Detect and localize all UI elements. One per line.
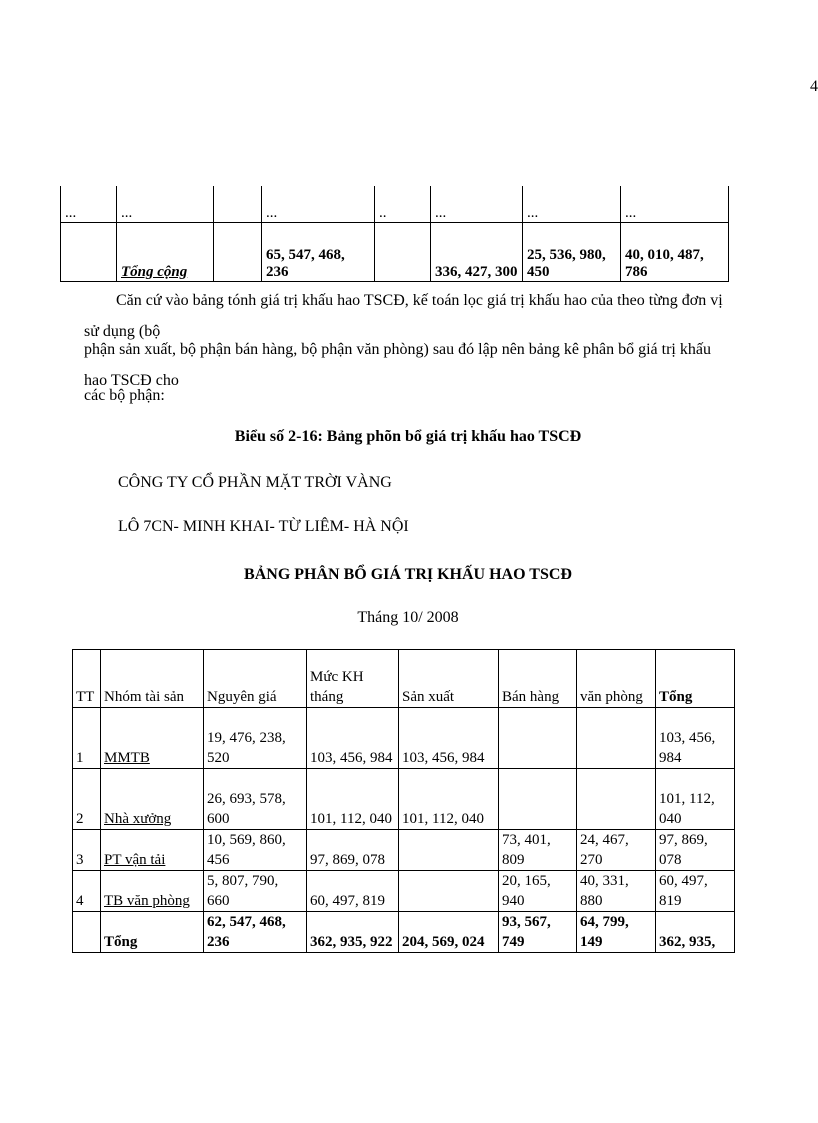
total-row xyxy=(73,912,735,953)
total-col7: 40, 010, 487, 786 xyxy=(621,223,729,282)
cell-group: PT vận tải xyxy=(101,830,204,871)
total-label: Tổng xyxy=(101,912,204,953)
table-cell: ... xyxy=(117,186,214,223)
cell-muc-kh: 101, 112, 040 xyxy=(307,769,399,830)
cell-san-xuat xyxy=(399,871,499,912)
paragraph-line: Căn cứ vào bảng tónh giá trị khấu hao TSCĐ, kế toán lọc giá trị khấu hao của theo từng đơn vị sử dụng (bộ xyxy=(84,292,723,340)
cell-group: TB văn phòng xyxy=(101,871,204,912)
cell-san-xuat xyxy=(399,830,499,871)
cell-tong xyxy=(656,708,735,769)
table-row xyxy=(73,830,735,871)
cell-nguyen-gia: 10, 569, 860, 456 xyxy=(204,830,307,871)
total-label: Tổng cộng xyxy=(121,264,188,280)
total-col6-line2: 450 xyxy=(527,264,550,280)
cell-van-phong xyxy=(577,769,656,830)
depreciation-allocation-table xyxy=(72,649,735,953)
total-row xyxy=(61,223,729,282)
table-title: BẢNG PHÂN BỔ GIÁ TRỊ KHẤU HAO TSCĐ xyxy=(244,566,572,583)
table-header-row xyxy=(73,650,735,708)
cell-group: Nhà xưởng xyxy=(101,769,204,830)
table-row xyxy=(73,708,735,769)
header-muc-kh-line1: Mức KH xyxy=(310,669,364,685)
cell-tong-line1: 103, 456, xyxy=(659,730,716,746)
company-address: LÔ 7CN- MINH KHAI- TỪ LIÊM- HÀ NỘI xyxy=(118,518,409,535)
total-van-phong: 64, 799, 149 xyxy=(577,912,656,953)
cell-ban-hang xyxy=(499,769,577,830)
cell-tong: 97, 869, 078 xyxy=(656,830,735,871)
cell-tt: 2 xyxy=(73,769,101,830)
total-col6 xyxy=(523,223,621,282)
cell-muc-kh: 97, 869, 078 xyxy=(307,830,399,871)
total-tong: 362, 935, xyxy=(656,912,735,953)
cell-ban-hang xyxy=(499,708,577,769)
exhibit-title: Biểu số 2-16: Bảng phõn bổ giá trị khấu hao TSCĐ xyxy=(234,428,582,445)
header-van-phong: văn phòng xyxy=(577,650,656,708)
header-ban-hang: Bán hàng xyxy=(499,650,577,708)
total-san-xuat: 204, 569, 024 xyxy=(399,912,499,953)
table-cell: ... xyxy=(61,186,117,223)
cell-tt: 1 xyxy=(73,708,101,769)
table-cell xyxy=(214,223,262,282)
header-group: Nhóm tài sản xyxy=(101,650,204,708)
cell-tong-line2: 040 xyxy=(659,811,682,827)
table-cell: ... xyxy=(621,186,729,223)
cell-van-phong: 24, 467, 270 xyxy=(577,830,656,871)
cell-tt xyxy=(73,912,101,953)
cell-muc-kh: 60, 497, 819 xyxy=(307,871,399,912)
cell-ban-hang: 20, 165, 940 xyxy=(499,871,577,912)
paragraph-line: các bộ phận: xyxy=(84,387,165,404)
cell-nguyen-gia: 19, 476, 238, 520 xyxy=(204,708,307,769)
table-row xyxy=(61,186,729,223)
cell-tong-line1: 101, 112, xyxy=(659,791,715,807)
cell-tt: 4 xyxy=(73,871,101,912)
total-nguyen-gia: 65, 547, 468, 236 xyxy=(262,223,375,282)
table-cell: .. xyxy=(375,186,431,223)
cell-tong xyxy=(656,769,735,830)
paragraph-line: phận sản xuất, bộ phận bán hàng, bộ phận văn phòng) sau đó lập nên bảng kê phân bổ giá trị khấu hao TSCĐ cho xyxy=(84,341,711,389)
cell-nguyen-gia: 26, 693, 578, 600 xyxy=(204,769,307,830)
table-cell xyxy=(375,223,431,282)
company-name: CÔNG TY CỔ PHẦN MẶT TRỜI VÀNG xyxy=(118,474,392,491)
table-cell: ... xyxy=(262,186,375,223)
cell-van-phong: 40, 331, 880 xyxy=(577,871,656,912)
table-row xyxy=(73,871,735,912)
cell-group: MMTB xyxy=(101,708,204,769)
header-muc-kh-line2: tháng xyxy=(310,689,344,705)
cell-san-xuat: 101, 112, 040 xyxy=(399,769,499,830)
table-cell: ... xyxy=(523,186,621,223)
table-cell xyxy=(214,186,262,223)
header-san-xuat: Sản xuất xyxy=(399,650,499,708)
body-paragraph-end xyxy=(84,380,734,411)
total-nguyen-gia: 62, 547, 468, 236 xyxy=(204,912,307,953)
header-muc-kh xyxy=(307,650,399,708)
table-row xyxy=(73,769,735,830)
cell-ban-hang: 73, 401, 809 xyxy=(499,830,577,871)
total-col6-line1: 25, 536, 980, xyxy=(527,247,606,263)
cell-muc-kh: 103, 456, 984 xyxy=(307,708,399,769)
header-tt: TT xyxy=(73,650,101,708)
month-label: Tháng 10/ 2008 xyxy=(357,609,459,626)
cell-tt: 3 xyxy=(73,830,101,871)
cell-tong-line2: 984 xyxy=(659,750,682,766)
total-muc-kh: 362, 935, 922 xyxy=(307,912,399,953)
cell-nguyen-gia: 5, 807, 790, 660 xyxy=(204,871,307,912)
previous-table-fragment xyxy=(60,186,729,282)
header-nguyen-gia: Nguyên giá xyxy=(204,650,307,708)
header-tong: Tổng xyxy=(656,650,735,708)
cell-tong: 60, 497, 819 xyxy=(656,871,735,912)
table-cell xyxy=(61,223,117,282)
table-cell: ... xyxy=(431,186,523,223)
total-ban-hang: 93, 567, 749 xyxy=(499,912,577,953)
page-number: 4 xyxy=(810,78,818,95)
cell-san-xuat: 103, 456, 984 xyxy=(399,708,499,769)
total-col5: 336, 427, 300 xyxy=(431,223,523,282)
cell-van-phong xyxy=(577,708,656,769)
